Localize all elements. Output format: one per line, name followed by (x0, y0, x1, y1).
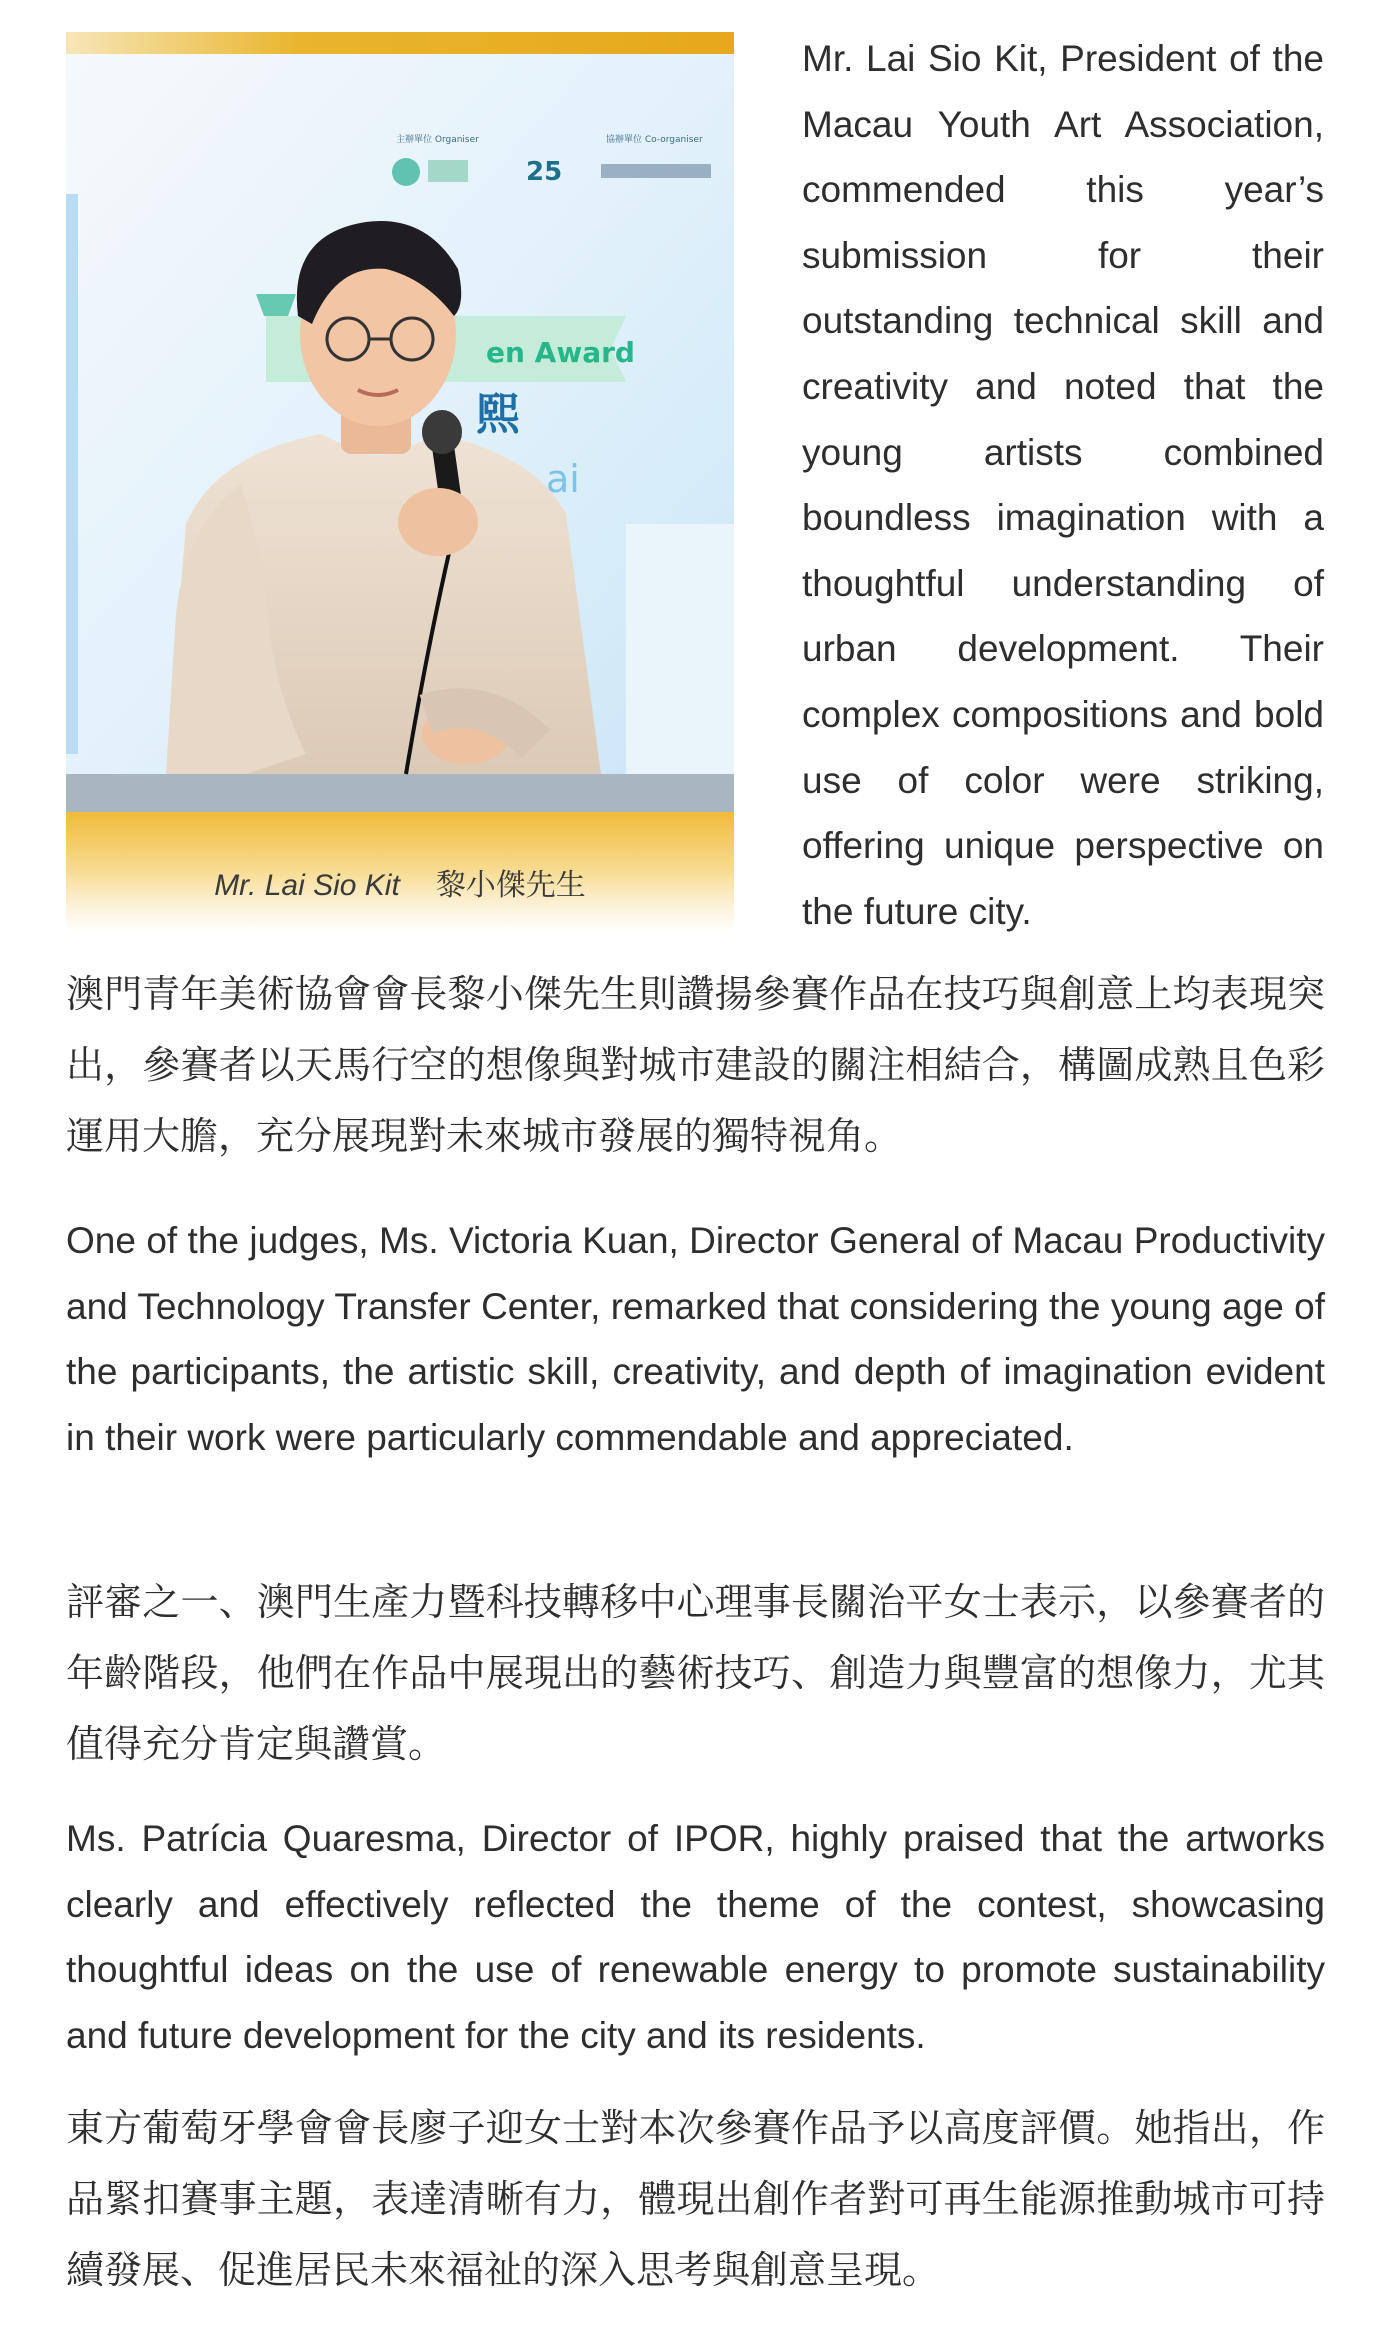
svg-text:25: 25 (526, 157, 563, 187)
photo-caption (66, 860, 734, 904)
svg-text:熙: 熙 (476, 389, 520, 440)
speaker-photo (66, 54, 734, 812)
svg-text:協辦單位 Co-organiser: 協辦單位 Co-organiser (606, 135, 703, 145)
svg-text:主辦單位 Organiser: 主辦單位 Organiser (396, 135, 479, 145)
paragraph-quaresma-zh: 東方葡萄牙學會會長廖子迎女士對本次參賽作品予以高度評價。她指出，作品緊扣賽事主題，表達清晰有力，體現出創作者對可再生能源推動城市可持續發展、促進居民未來福祉的深入思考與創意呈現。 (66, 2108, 1325, 2292)
photo-caption-zh: 黎小傑先生 (435, 869, 586, 902)
svg-text:en Award: en Award (486, 336, 635, 369)
paragraph-kuan-zh: 評審之一、澳門生產力暨科技轉移中心理事長關治平女士表示，以參賽者的年齡階段，他們在作品中展現出的藝術技巧、創造力與豐富的想像力，尤其值得充分肯定與讚賞。 (66, 1582, 1325, 1766)
article-body (66, 0, 1325, 2292)
speaker-section (66, 0, 1325, 940)
svg-text:ai: ai (546, 457, 580, 501)
speaker-quote-en: Mr. Lai Sio Kit, President of the Macau Youth Art Association, commended this year’s submission for their outstanding technical skill and creativity and noted that the young artists combined boundless imagination with a thoughtful understanding of urban development. Their complex compositions and bold use of color were striking, offering unique perspective on the future city. (802, 38, 1324, 932)
paragraph-kuan-en: One of the judges, Ms. Victoria Kuan, Director General of Macau Productivity and Technology Transfer Center, remarked that considering the young age of the participants, the artistic skill, creativity, and depth of imagination evident in their work were particularly commendable and appreciated. (66, 1220, 1325, 1458)
photo-frame-top-bar (66, 32, 734, 54)
speaker-photo-card (66, 32, 734, 932)
paragraph-lai-zh: 澳門青年美術協會會長黎小傑先生則讚揚參賽作品在技巧與創意上均表現突出，參賽者以天馬行空的想像與對城市建設的關注相結合，構圖成熟且色彩運用大膽，充分展現對未來城市發展的獨特視角。 (66, 974, 1325, 1158)
paragraph-quaresma-en: Ms. Patrícia Quaresma, Director of IPOR, highly praised that the artworks clearly and effectively reflected the theme of the contest, showcasing thoughtful ideas on the use of renewable energy to promote sustainability and future development for the city and its residents. (66, 1818, 1325, 2056)
photo-caption-en: Mr. Lai Sio Kit (214, 869, 400, 902)
